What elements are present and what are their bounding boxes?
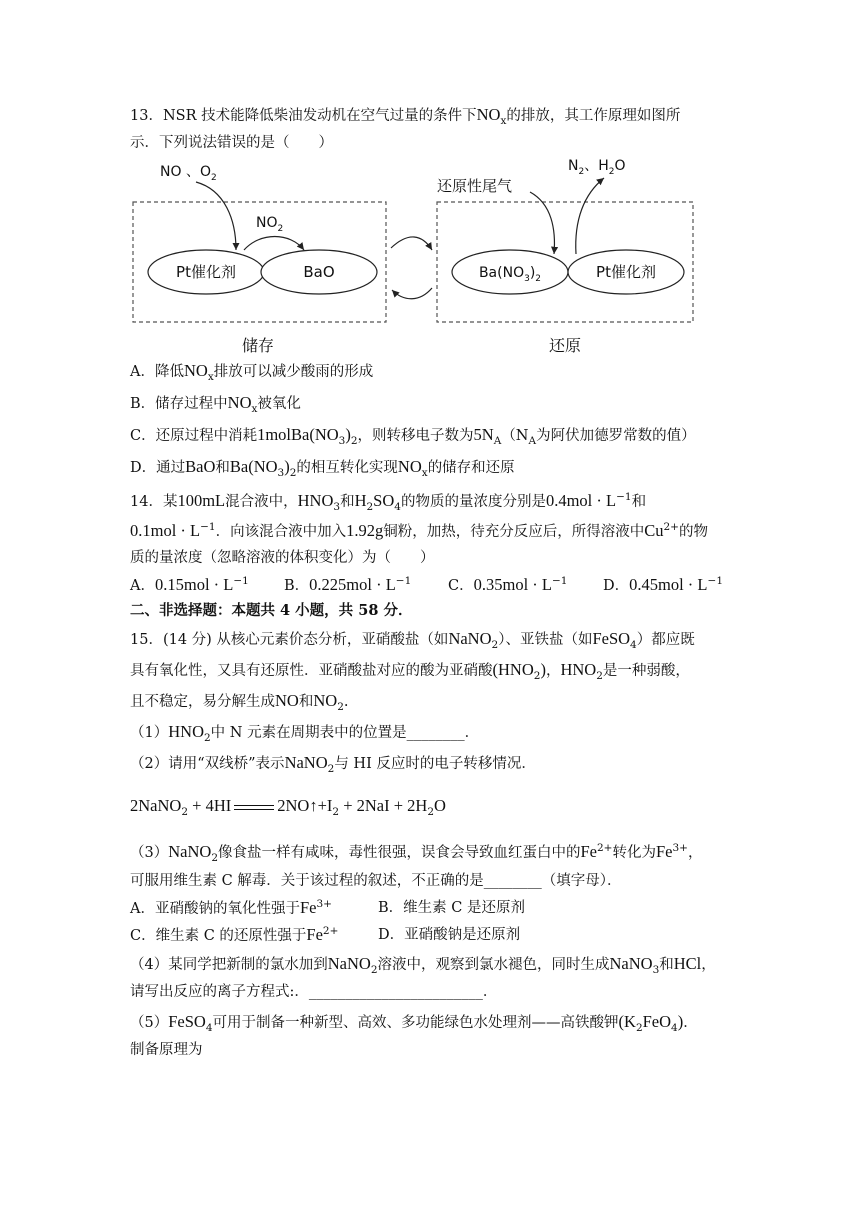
bano3-label: $Ba(NO_3)_2$	[478, 265, 542, 284]
tail-gas-label: 还原性尾气	[437, 177, 513, 195]
q13-option-d: D．通过BaO和$Ba(NO_3)_2$的相互转化实现$NO_x$的储存和还原	[130, 457, 515, 479]
input-arrow	[196, 182, 236, 250]
q15-part-4-line-2: 请写出反应的离子方程式:．________________________．	[130, 984, 498, 1000]
product-arrow	[576, 178, 604, 254]
product-label: $N_2$、$H_2O$	[568, 158, 626, 177]
no2-label: $NO_2$	[256, 215, 284, 234]
q13-option-c: C．还原过程中消耗$1molBa(NO_3)_2$，则转移电子数为$5N_A(N_A$为阿伏加德罗常数的值）	[130, 425, 696, 447]
q15-option-b: B．维生素 C 是还原剂	[378, 900, 525, 916]
q13-option-b: B．储存过程中$NO_x$被氧化	[130, 393, 301, 415]
q15-line-2: 具有氧化性，又具有还原性．亚硝酸盐对应的酸为亚硝酸$(HNO_2)$，$HNO_2$是一种弱酸，	[130, 660, 690, 682]
q15-part-3: （3）NaNO$_2$像食盐一样有咸味，毒性很强，误食会导致血红蛋白中的$Fe^{2+}$转化为$Fe^{3+}$，	[130, 842, 703, 864]
storage-label: 储存	[241, 336, 275, 355]
q13-line-1: 13．NSR 技术能降低柴油发动机在空气过量的条件下$NO_x$的排放，其工作原理如图所	[130, 105, 681, 127]
q15-part-5: （5）FeSO$_4$可用于制备一种新型、高效、多功能绿色水处理剂——高铁酸钾$(K_2FeO_4)$．	[130, 1012, 698, 1034]
q14-option-d: D．$0.45mol \cdot L^{-1}$	[603, 575, 723, 594]
q13-option-a: A．降低$NO_x$排放可以减少酸雨的形成	[130, 361, 374, 383]
q15-option-c: C．维生素 C 的还原性强于$Fe^{2+}$	[130, 925, 339, 944]
q13-stem-end: 的排放，其工作原理如图所	[506, 108, 681, 124]
cycle-arrow-bottom	[392, 288, 432, 299]
q15-options-row-2	[130, 925, 730, 947]
equals-sign	[234, 805, 274, 810]
section-heading: 二、非选择题：本题共 4 小题，共 58 分．	[130, 602, 413, 619]
q15-option-d: D．亚硝酸钠是还原剂	[378, 927, 521, 943]
q14-option-a: A．$0.15mol \cdot L^{-1}$	[130, 575, 249, 594]
cycle-arrow-top	[391, 237, 432, 250]
q14-line-3: 质的量浓度（忽略溶液的体积变化）为（ ）	[130, 550, 435, 566]
q15-part-1: $(1)HNO_2$中 N 元素在周期表中的位置是________．	[130, 722, 480, 744]
q15-part-3-line-2: 可服用维生素 C 解毒．关于该过程的叙述，不正确的是________（填字母）．	[130, 873, 622, 889]
q14-option-c: C．$0.35mol \cdot L^{-1}$	[448, 575, 568, 594]
tail-gas-arrow	[530, 192, 554, 254]
input-label: NO 、$O_2$	[160, 164, 217, 183]
q15-options-row-1	[130, 898, 730, 920]
q14-line-1: 14．某100mL混合液中，$HNO_3$和$H_2SO_4$的物质的量浓度分别是$0.4mol \cdot L^{-1}$和	[130, 491, 647, 513]
q15-line-1: 15．(14 分) 从核心元素价态分析，亚硝酸盐（如NaNO$_2$）、亚铁盐（如FeSO$_4$）都应既	[130, 629, 695, 651]
q14-options	[130, 575, 730, 597]
pt-catalyst-label-1: Pt催化剂	[176, 263, 236, 281]
no2-arrow	[244, 237, 304, 251]
q13-line-2: 示．下列说法错误的是（ ）	[130, 135, 333, 151]
bao-label: BaO	[303, 263, 335, 281]
q14-option-b: B．$0.225mol \cdot L^{-1}$	[284, 575, 412, 594]
q15-equation: 2NaNO$_2$ + 4HI $2NO↑+I_2 + 2NaI + 2H_2O$	[130, 796, 446, 818]
q15-part-4: （4）某同学把新制的氯水加到NaNO$_2$溶液中，观察到氯水褪色，同时生成NaNO$_3$和HCl，	[130, 954, 716, 976]
q15-option-a: A．亚硝酸钠的氧化性强于$Fe^{3+}$	[130, 898, 332, 917]
q15-part-2: （2）请用“双线桥”表示NaNO$_2$与 HI 反应时的电子转移情况．	[130, 753, 536, 775]
pt-catalyst-label-2: Pt催化剂	[596, 263, 656, 281]
q15-line-3: 且不稳定，易分解生成NO和$NO_2$.	[130, 691, 349, 713]
nsr-diagram	[0, 150, 860, 383]
reduction-label: 还原	[548, 336, 582, 355]
q14-line-2: $0.1mol \cdot L^{-1}$．向该混合液中加入1.92g铜粉，加热，待充分反应后，所得溶液中$Cu^{2+}$的物	[130, 521, 708, 540]
q15-part-5-line-2: 制备原理为	[130, 1042, 203, 1058]
